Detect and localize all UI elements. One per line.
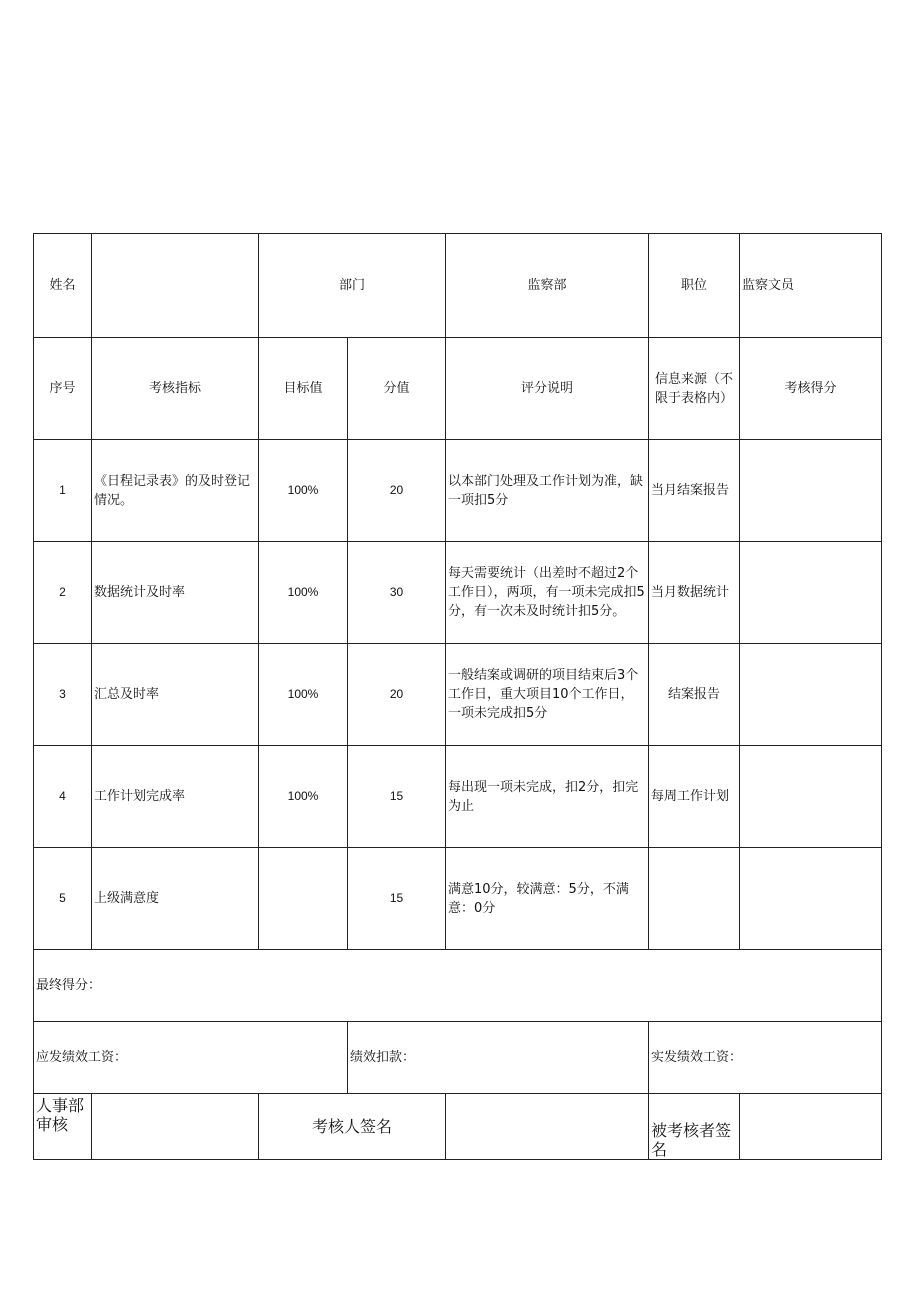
row-target: 100%: [259, 440, 348, 542]
position-label: 职位: [649, 234, 740, 338]
department-label: 部门: [259, 234, 446, 338]
performance-deduction-label: 绩效扣款：: [348, 1022, 649, 1094]
header-row: [34, 234, 882, 338]
hr-review-label: 人事部审核: [34, 1094, 92, 1160]
row-source: 每周工作计划: [649, 746, 740, 848]
name-value-cell[interactable]: [92, 234, 259, 338]
row-criteria: 满意10分，较满意：5分，不满意：0分: [446, 848, 649, 950]
row-score-cell[interactable]: [740, 542, 882, 644]
row-no: 3: [34, 644, 92, 746]
due-performance-pay-label: 应发绩效工资：: [34, 1022, 348, 1094]
row-criteria: 每出现一项未完成，扣2分，扣完为止: [446, 746, 649, 848]
reviewer-signature-label: 考核人签名: [259, 1094, 446, 1160]
row-score-cell[interactable]: [740, 644, 882, 746]
table-row: [34, 440, 882, 542]
col-header-no: 序号: [34, 338, 92, 440]
row-score-cell[interactable]: [740, 848, 882, 950]
row-indicator: 汇总及时率: [92, 644, 259, 746]
row-no: 4: [34, 746, 92, 848]
row-target: 100%: [259, 542, 348, 644]
column-header-row: [34, 338, 882, 440]
row-criteria: 一般结案或调研的项目结束后3个工作日，重大项目10个工作日，一项未完成扣5分: [446, 644, 649, 746]
row-indicator: 上级满意度: [92, 848, 259, 950]
row-points: 20: [348, 644, 446, 746]
row-criteria: 每天需要统计（出差时不超过2个工作日），两项，有一项未完成扣5分，有一次未及时统计扣5分。: [446, 542, 649, 644]
row-score-cell[interactable]: [740, 440, 882, 542]
reviewee-signature-cell[interactable]: [740, 1094, 882, 1160]
position-value: 监察文员: [740, 234, 882, 338]
final-score-row: [34, 950, 882, 1022]
row-indicator: 工作计划完成率: [92, 746, 259, 848]
row-points: 20: [348, 440, 446, 542]
row-target: 100%: [259, 644, 348, 746]
row-indicator: 《日程记录表》的及时登记情况。: [92, 440, 259, 542]
col-header-source: 信息来源（不限于表格内）: [649, 338, 740, 440]
row-source: 当月数据统计: [649, 542, 740, 644]
signature-row: [34, 1094, 882, 1160]
performance-appraisal-table: [33, 233, 882, 1160]
table-row: [34, 542, 882, 644]
row-points: 15: [348, 848, 446, 950]
actual-performance-pay-label: 实发绩效工资：: [649, 1022, 882, 1094]
col-header-criteria: 评分说明: [446, 338, 649, 440]
row-source: 当月结案报告: [649, 440, 740, 542]
payroll-row: [34, 1022, 882, 1094]
col-header-indicator: 考核指标: [92, 338, 259, 440]
row-no: 1: [34, 440, 92, 542]
row-criteria: 以本部门处理及工作计划为准，缺一项扣5分: [446, 440, 649, 542]
row-points: 30: [348, 542, 446, 644]
row-indicator: 数据统计及时率: [92, 542, 259, 644]
col-header-target: 目标值: [259, 338, 348, 440]
hr-review-signature-cell[interactable]: [92, 1094, 259, 1160]
reviewee-signature-label: 被考核者签名: [649, 1094, 740, 1160]
row-score-cell[interactable]: [740, 746, 882, 848]
final-score-label: 最终得分：: [34, 950, 882, 1022]
table-row: [34, 848, 882, 950]
row-points: 15: [348, 746, 446, 848]
row-no: 2: [34, 542, 92, 644]
name-label: 姓名: [34, 234, 92, 338]
row-no: 5: [34, 848, 92, 950]
row-source: [649, 848, 740, 950]
reviewer-signature-cell[interactable]: [446, 1094, 649, 1160]
col-header-points: 分值: [348, 338, 446, 440]
table-row: [34, 746, 882, 848]
row-target: [259, 848, 348, 950]
table-row: [34, 644, 882, 746]
row-source: 结案报告: [649, 644, 740, 746]
department-value: 监察部: [446, 234, 649, 338]
row-target: 100%: [259, 746, 348, 848]
col-header-score: 考核得分: [740, 338, 882, 440]
